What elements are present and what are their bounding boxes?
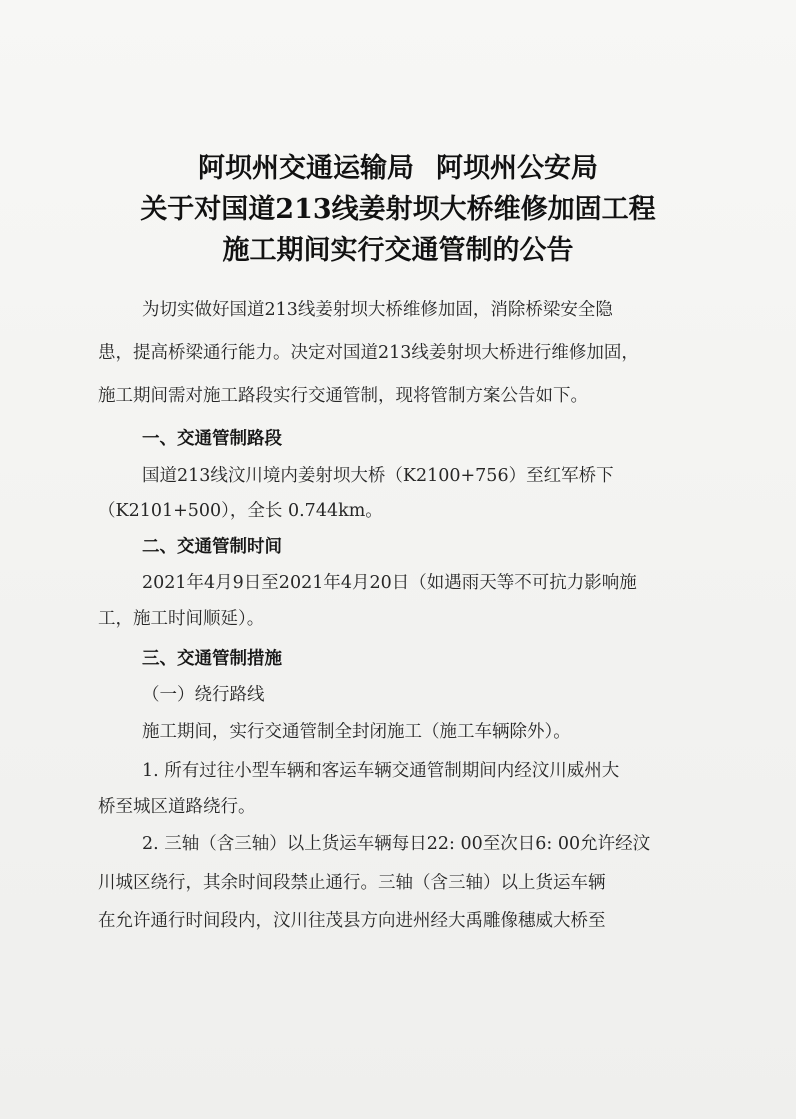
- title-issuer-2: 阿坝州公安局: [436, 153, 598, 184]
- section-2-line-1: 2021年4月9日至2021年4月20日（如遇雨天等不可抗力影响施: [142, 573, 637, 593]
- section-2-heading: 二、交通管制时间: [142, 537, 282, 557]
- section-3-line-1: 施工期间，实行交通管制全封闭施工（施工车辆除外）。: [142, 722, 571, 742]
- section-1-heading: 一、交通管制路段: [142, 429, 282, 449]
- section-3-line-5: 川城区绕行，其余时间段禁止通行。三轴（含三轴）以上货运车辆: [98, 873, 606, 893]
- document-title: [60, 148, 736, 271]
- intro-line-3: 施工期间需对施工路段实行交通管制，现将管制方案公告如下。: [98, 386, 588, 406]
- section-3-line-4: 2. 三轴（含三轴）以上货运车辆每日22: 00至次日6: 00允许经汶: [142, 834, 651, 854]
- title-line-2: 关于对国道213线姜射坝大桥维修加固工程: [140, 194, 656, 225]
- section-3-subheading: （一）绕行路线: [142, 685, 265, 705]
- section-3-line-6: 在允许通行时间段内，汶川往茂县方向进州经大禹雕像穗威大桥至: [98, 911, 606, 931]
- title-issuers-line: [60, 148, 736, 189]
- section-3-line-3: 桥至城区道路绕行。: [98, 797, 256, 817]
- intro-line-1: 为切实做好国道213线姜射坝大桥维修加固，消除桥梁安全隐: [142, 300, 613, 320]
- section-2-line-2: 工，施工时间顺延）。: [98, 609, 265, 629]
- title-line-3: 施工期间实行交通管制的公告: [222, 235, 574, 266]
- intro-line-2: 患，提高桥梁通行能力。决定对国道213线姜射坝大桥进行维修加固，: [98, 343, 639, 363]
- section-1-line-1: 国道213线汶川境内姜射坝大桥（K2100+756）至红军桥下: [142, 466, 614, 486]
- section-3-line-2: 1. 所有过往小型车辆和客运车辆交通管制期间内经汶川威州大: [142, 761, 620, 781]
- title-issuer-1: 阿坝州交通运输局: [198, 153, 414, 184]
- section-3-heading: 三、交通管制措施: [142, 649, 282, 669]
- section-1-line-2: （K2101+500），全长 0.744km。: [98, 501, 383, 521]
